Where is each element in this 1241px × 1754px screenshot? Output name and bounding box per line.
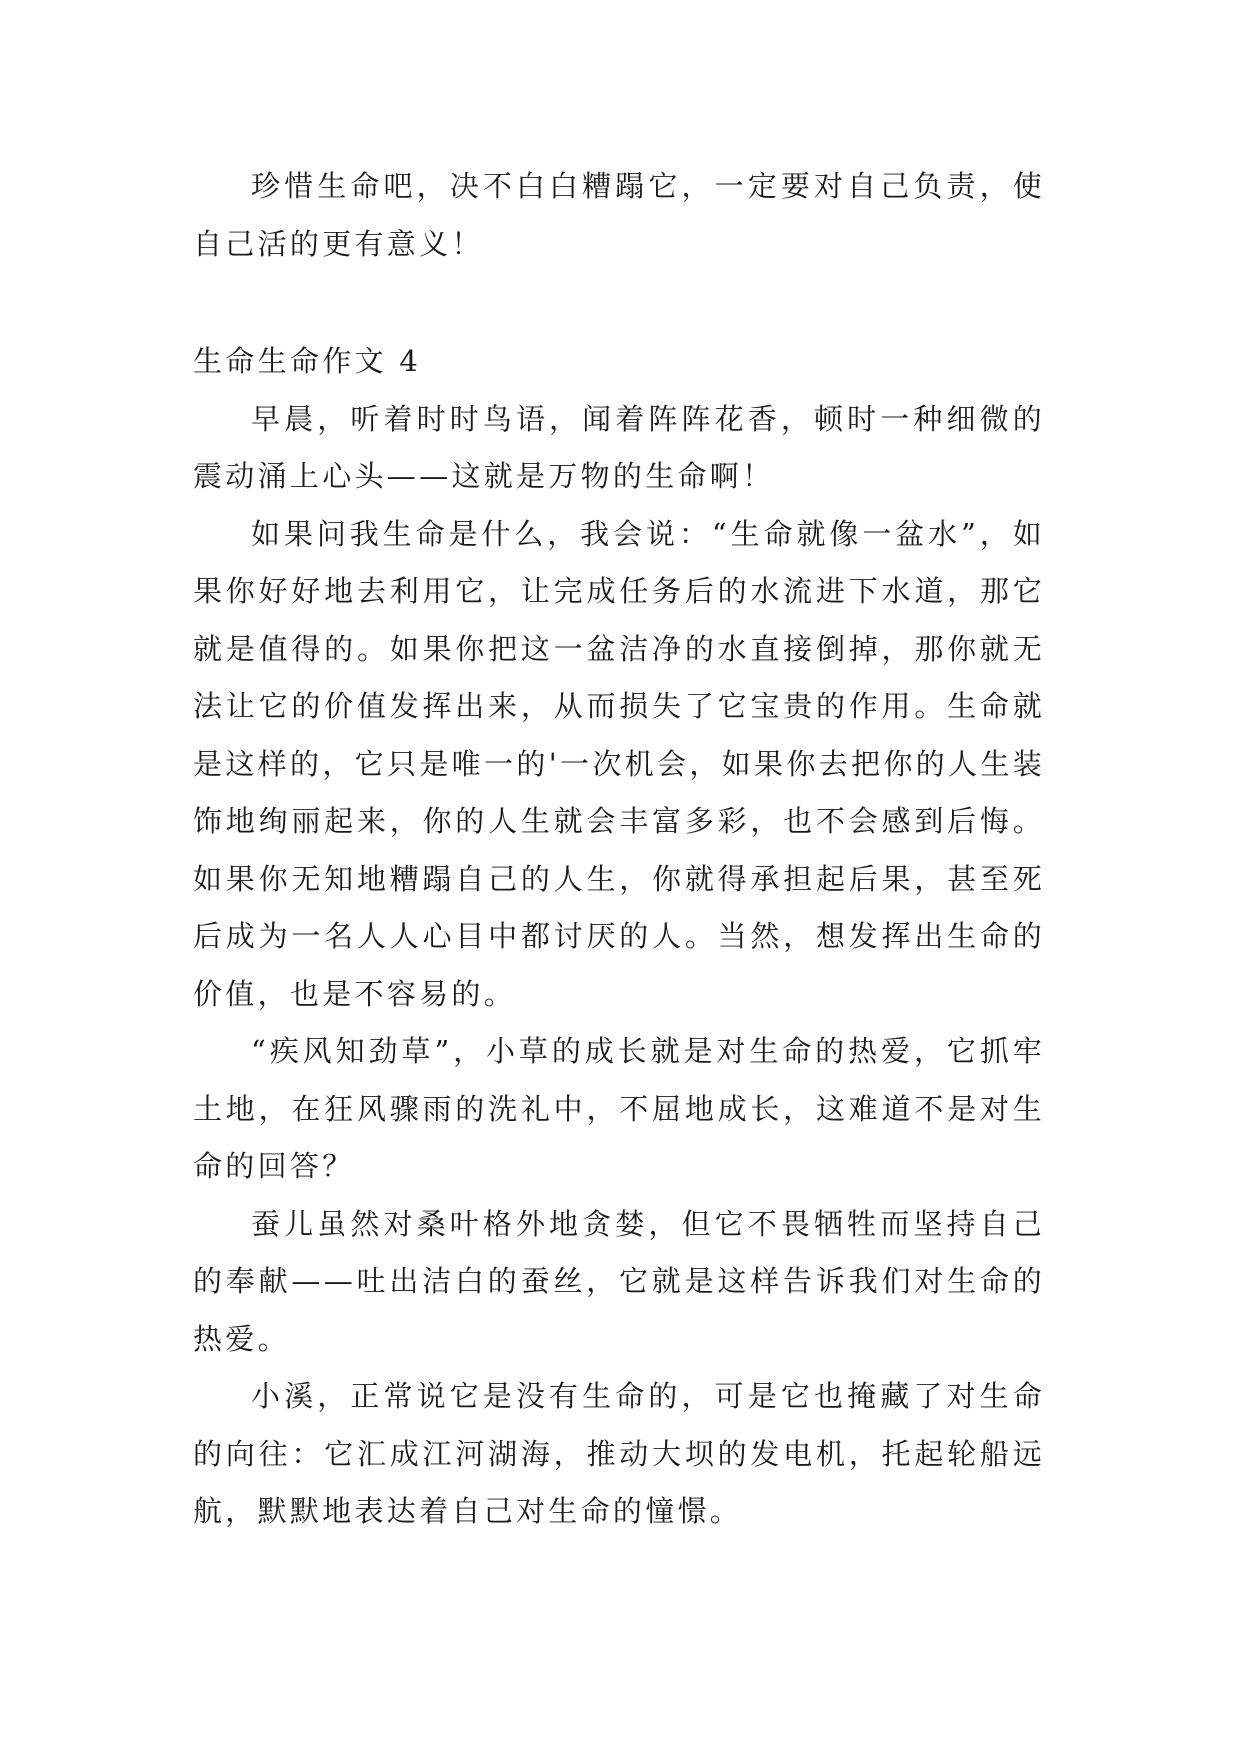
document-body (193, 158, 1045, 1541)
paragraph-2: 如果问我生命是什么，我会说：“生命就像一盆水”，如果你好好地去利用它，让完成任务后的水流进下水道，那它就是值得的。如果你把这一盆洁净的水直接倒掉，那你就无法让它的价值发挥出来，从而损失了它宝贵的作用。生命就是这样的，它只是唯一的'一次机会，如果你去把你的人生装饰地绚丽起来，你的人生就会丰富多彩，也不会感到后悔。如果你无知地糟蹋自己的人生，你就得承担起后果，甚至死后成为一名人人心目中都讨厌的人。当然，想发挥出生命的价值，也是不容易的。 (193, 516, 1045, 1011)
paragraph-3: “疾风知劲草”，小草的成长就是对生命的热爱，它抓牢土地，在狂风骤雨的洗礼中，不屈地成长，这难道不是对生命的回答？ (193, 1034, 1045, 1183)
section-title: 生命生命作文 4 (193, 344, 422, 378)
paragraph-1: 早晨，听着时时鸟语，闻着阵阵花香，顿时一种细微的震动涌上心头——这就是万物的生命啊！ (193, 401, 1045, 493)
section-spacer (193, 273, 1045, 333)
paragraph-4: 蚕儿虽然对桑叶格外地贪婪，但它不畏牺牲而坚持自己的奉献——吐出洁白的蚕丝，它就是这样告诉我们对生命的热爱。 (193, 1206, 1045, 1356)
intro-paragraph: 珍惜生命吧，决不白白糟蹋它，一定要对自己负责，使自己活的更有意义！ (193, 169, 1045, 261)
paragraph-5: 小溪，正常说它是没有生命的，可是它也掩藏了对生命的向往：它汇成江河湖海，推动大坝的发电机，托起轮船远航，默默地表达着自己对生命的憧憬。 (193, 1379, 1045, 1528)
